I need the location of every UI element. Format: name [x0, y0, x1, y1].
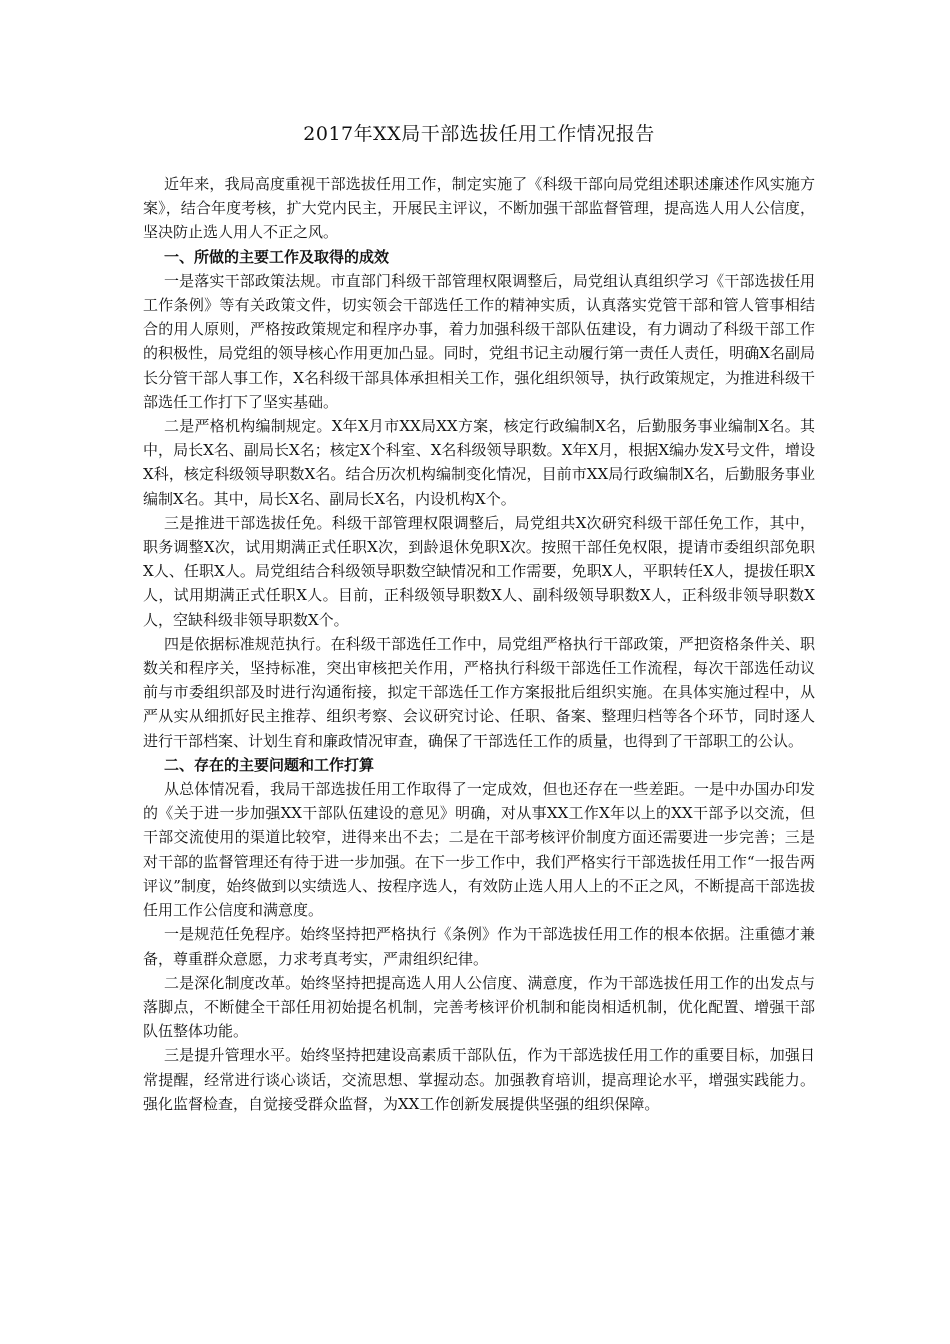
- document-title: 2017年XX局干部选拔任用工作情况报告: [303, 123, 655, 145]
- section1-paragraph-2: 二是严格机构编制规定。X年X月市XX局XX方案，核定行政编制X名，后勤服务事业编制X名。其中，局长X名、副局长X名；核定X个科室、X名科级领导职数。X年X月，根据X编办发X号文件，增设X科，核定科级领导职数X名。结合历次机构编制变化情况，目前市XX局行政编制X名，后勤服务事业编制X名。其中，局长X名、副局长X名，内设机构X个。: [143, 417, 815, 508]
- section1-paragraph-3: 三是推进干部选拔任免。科级干部管理权限调整后，局党组共X次研究科级干部任免工作，其中，职务调整X次，试用期满正式任职X次，到龄退休免职X次。按照干部任免权限，提请市委组织部免职X人、任职X人。局党组结合科级领导职数空缺情况和工作需要，免职X人，平职转任X人，提拔任职X人，试用期满正式任职X人。目前，正科级领导职数X人、副科级领导职数X人，正科级非领导职数X人，空缺科级非领导职数X个。: [143, 513, 815, 629]
- section2-paragraph-4: 三是提升管理水平。始终坚持把建设高素质干部队伍，作为干部选拔任用工作的重要目标，加强日常提醒，经常进行谈心谈话，交流思想、掌握动态。加强教育培训，提高理论水平，增强实践能力。强化监督检查，自觉接受群众监督，为XX工作创新发展提供坚强的组织保障。: [143, 1046, 815, 1113]
- section1-paragraph-4: 四是依据标准规范执行。在科级干部选任工作中，局党组严格执行干部政策，严把资格条件关、职数关和程序关，坚持标准，突出审核把关作用，严格执行科级干部选任工作流程，每次干部选任动议前与市委组织部及时进行沟通衔接，拟定干部选任工作方案报批后组织实施。在具体实施过程中，从严从实从细抓好民主推荐、组织考察、会议研究讨论、任职、备案、整理归档等各个环节，同时逐人进行干部档案、计划生育和廉政情况审查，确保了干部选任工作的质量，也得到了干部职工的公认。: [143, 634, 815, 750]
- section1-paragraph-1: 一是落实干部政策法规。市直部门科级干部管理权限调整后，局党组认真组织学习《干部选拔任用工作条例》等有关政策文件，切实领会干部选任工作的精神实质，认真落实党管干部和管人管事相结合的用人原则，严格按政策规定和程序办事，着力加强科级干部队伍建设，有力调动了科级干部工作的积极性，局党组的领导核心作用更加凸显。同时，党组书记主动履行第一责任人责任，明确X名副局长分管干部人事工作，X名科级干部具体承担相关工作，强化组织领导，执行政策规定，为推进科级干部选任工作打下了坚实基础。: [143, 271, 815, 411]
- intro-paragraph: 近年来，我局高度重视干部选拔任用工作，制定实施了《科级干部向局党组述职述廉述作风实施方案》，结合年度考核，扩大党内民主，开展民主评议，不断加强干部监督管理，提高选人用人公信度，坚决防止选人用人不正之风。: [143, 175, 815, 242]
- section-heading-2: 二、存在的主要问题和工作打算: [164, 755, 375, 774]
- section-heading-1: 一、所做的主要工作及取得的成效: [164, 247, 390, 266]
- section2-paragraph-2: 一是规范任免程序。始终坚持把严格执行《条例》作为干部选拔任用工作的根本依据。注重德才兼备，尊重群众意愿，力求考真考实，严肃组织纪律。: [143, 925, 815, 968]
- section2-paragraph-1: 从总体情况看，我局干部选拔任用工作取得了一定成效，但也还存在一些差距。一是中办国办印发的《关于进一步加强XX干部队伍建设的意见》明确，对从事XX工作X年以上的XX干部予以交流，但干部交流使用的渠道比较窄，进得来出不去；二是在干部考核评价制度方面还需要进一步完善；三是对干部的监督管理还有待于进一步加强。在下一步工作中，我们严格实行干部选拔任用工作“一报告两评议”制度，始终做到以实绩选人、按程序选人，有效防止选人用人上的不正之风，不断提高干部选拔任用工作公信度和满意度。: [143, 780, 815, 920]
- document-page: [143, 118, 815, 1116]
- section2-paragraph-3: 二是深化制度改革。始终坚持把提高选人用人公信度、满意度，作为干部选拔任用工作的出发点与落脚点，不断健全干部任用初始提名机制，完善考核评价机制和能岗相适机制，优化配置、增强干部队伍整体功能。: [143, 973, 815, 1041]
